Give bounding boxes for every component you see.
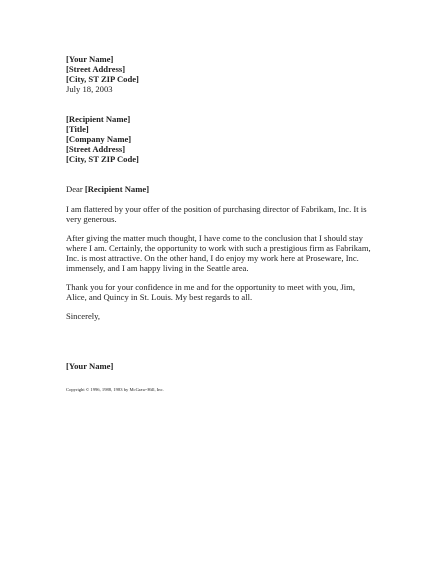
body-paragraph-1 [66, 204, 384, 224]
salutation [66, 184, 384, 194]
letter [66, 54, 384, 393]
recipient-company: [Company Name] [66, 134, 132, 144]
letter-body [66, 204, 384, 302]
sender-city-state-zip: [City, ST ZIP Code] [66, 74, 139, 84]
body-paragraph-3 [66, 282, 384, 302]
letter-date: July 18, 2003 [66, 84, 113, 94]
body-line: After giving the matter much thought, I have come to the conclusion that I should stay [66, 233, 363, 243]
recipient-city-state-zip: [City, ST ZIP Code] [66, 154, 139, 164]
body-line: I am flattered by your offer of the position of purchasing director of Fabrikam, Inc. It is [66, 204, 367, 214]
body-line: Inc. is most attractive. On the other hand, I do enjoy my work here at Proseware, Inc. [66, 253, 359, 263]
body-line: Alice, and Quincy in St. Louis. My best regards to all. [66, 292, 253, 302]
copyright-notice: Copyright © 1996, 1988, 1983 by McGraw-Hill, Inc. [66, 387, 164, 392]
sender-street: [Street Address] [66, 64, 126, 74]
body-line: where I am. Certainly, the opportunity to work with such a prestigious firm as Fabrikam, [66, 243, 371, 253]
sender-block [66, 54, 384, 94]
sender-name: [Your Name] [66, 54, 114, 64]
recipient-name: [Recipient Name] [66, 114, 131, 124]
body-line: Thank you for your confidence in me and for the opportunity to meet with you, Jim, [66, 282, 356, 292]
salutation-prefix: Dear [66, 184, 85, 194]
body-line: immensely, and I am happy living in the Seattle area. [66, 263, 249, 273]
recipient-title: [Title] [66, 124, 89, 134]
salutation-name: [Recipient Name] [84, 184, 150, 194]
body-line: very generous. [66, 214, 117, 224]
closing: Sincerely, [66, 311, 101, 321]
recipient-street: [Street Address] [66, 144, 126, 154]
signature-name: [Your Name] [66, 361, 114, 371]
body-paragraph-2 [66, 233, 384, 273]
recipient-block [66, 114, 384, 164]
